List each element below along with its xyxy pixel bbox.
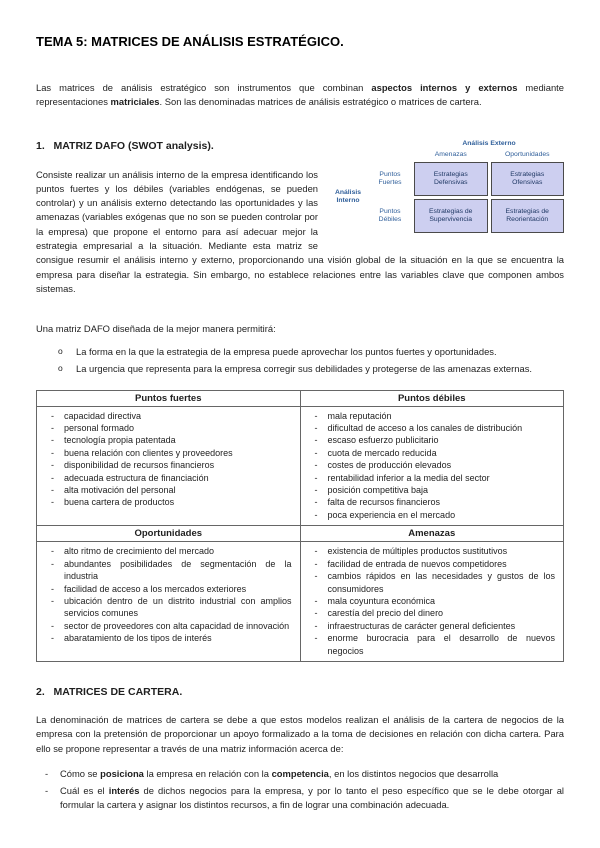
swot-cell-puntos-debiles xyxy=(300,406,564,526)
dafo-external-analysis-label: Análisis Externo xyxy=(462,139,516,147)
list-item-text: enorme burocracia para el desarrollo de nuevos negocios xyxy=(327,633,555,656)
text: la empresa en relación con la xyxy=(143,767,272,779)
cartera-paragraph: La denominación de matrices de cartera se debe a que estos modelos realizan el análisis de la cartera de negocios de la empresa con la pretensión de proporcionar un apoyo formalizado a la toma de decisiones en relación con dicha cartera. Para ello se propone representar a través de una matriz información acerca de: xyxy=(36,713,564,754)
bullet-marker: - xyxy=(314,571,318,582)
bullet-marker: - xyxy=(51,447,54,458)
text: . Son las denominadas matrices de análisis estratégico o matrices de cartera. xyxy=(159,96,482,108)
list-item xyxy=(315,570,556,595)
list-item xyxy=(45,784,564,811)
bullet-marker: - xyxy=(314,410,318,421)
dafo-cell-reorientation: Estrategias de Reorientación xyxy=(491,199,565,233)
bullet-marker: - xyxy=(51,633,54,644)
bold-text: aspectos internos y externos xyxy=(371,82,518,93)
list-item-text: buena relación con clientes y proveedores xyxy=(64,447,233,458)
bullet-marker: - xyxy=(51,583,54,594)
bullet-marker: - xyxy=(314,485,318,496)
bullet-marker: - xyxy=(45,785,49,797)
list-item xyxy=(51,410,292,422)
list-item xyxy=(315,620,556,632)
list-item xyxy=(51,484,292,496)
list-item-text: ubicación dentro de un distrito industrial con amplios servicios comunes xyxy=(64,595,292,619)
list-item-text: disponibilidad de recursos financieros xyxy=(64,460,215,471)
swot-list-puntos-fuertes xyxy=(51,410,292,509)
list-item xyxy=(51,595,292,620)
list-item xyxy=(315,484,556,496)
list-item-text: facilidad de entrada de nuevos competidores xyxy=(327,558,507,569)
dafo-cell-defensive: Estrategias Defensivas xyxy=(414,162,488,196)
bullet-marker: - xyxy=(51,620,54,631)
list-item xyxy=(51,459,292,471)
swot-header-puntos-fuertes: Puntos fuertes xyxy=(37,390,301,406)
bullet-marker: - xyxy=(51,546,54,557)
swot-cell-oportunidades xyxy=(37,542,301,662)
list-item xyxy=(315,459,556,471)
swot-header-puntos-debiles: Puntos débiles xyxy=(300,390,564,406)
list-item-text: mala reputación xyxy=(327,410,392,421)
bold-text: posiciona xyxy=(100,767,144,779)
section-2 xyxy=(36,686,564,812)
list-item-text: rentabilidad inferior a la media del sector xyxy=(327,472,490,483)
list-item-text: mala coyuntura económica xyxy=(327,595,436,606)
bullet-marker: - xyxy=(314,472,318,483)
list-item-text: existencia de múltiples productos sustitutivos xyxy=(327,546,508,557)
text: , en los distintos negocios que desarrolla xyxy=(328,767,499,779)
list-item-text: carestía del precio del dinero xyxy=(327,608,444,619)
bullet-marker: o xyxy=(58,363,63,373)
text: de dichos negocios para la empresa, y por lo tanto el peso específico que se le debe otorgar al formular la cartera y asignar los distintos recursos, a fin de lograr una combinación adecuada. xyxy=(60,785,565,811)
list-item-text: abaratamiento de los tipos de interés xyxy=(64,633,212,644)
list-item-text: buena cartera de productos xyxy=(64,497,175,508)
bullet-marker: - xyxy=(51,497,54,508)
list-item xyxy=(58,362,564,376)
list-item xyxy=(315,632,556,657)
bullet-marker: - xyxy=(51,595,54,606)
bullet-marker: - xyxy=(51,460,54,471)
list-item xyxy=(51,447,292,459)
list-item xyxy=(315,558,556,570)
list-item xyxy=(315,496,556,508)
list-item-text: abundantes posibilidades de segmentación de la industria xyxy=(64,558,292,582)
list-item-text: costes de producción elevados xyxy=(327,460,452,471)
list-item-text: cambios rápidos en las necesidades y gustos de los consumidores xyxy=(327,571,555,594)
bullet-marker: - xyxy=(314,460,318,471)
list-item xyxy=(51,434,292,446)
section-1 xyxy=(36,140,564,297)
bullet-marker: - xyxy=(51,558,54,569)
list-item-text: personal formado xyxy=(64,423,135,434)
list-item-text: falta de recursos financieros xyxy=(327,497,441,508)
list-item xyxy=(315,607,556,619)
list-item-text: sector de proveedores con alta capacidad de innovación xyxy=(64,620,290,631)
swot-header-amenazas: Amenazas xyxy=(300,526,564,542)
bullet-marker: o xyxy=(58,346,63,357)
list-item-text: escaso esfuerzo publicitario xyxy=(327,435,439,446)
bullet-marker: - xyxy=(314,447,318,458)
text: (SWOT analysis). xyxy=(127,139,214,152)
list-item-text: La urgencia que representa para la empresa corregir sus debilidades y protegerse de las amenazas externas. xyxy=(76,363,532,374)
text: Cuál es el xyxy=(60,785,109,797)
bullet-marker: - xyxy=(314,558,318,569)
intro-paragraph xyxy=(36,81,564,110)
text: Las matrices de análisis estratégico son instrumentos que combinan xyxy=(36,82,372,93)
bullet-marker: - xyxy=(314,435,318,446)
list-item-text: capacidad directiva xyxy=(64,410,142,421)
list-item xyxy=(315,472,556,484)
list-item xyxy=(315,447,556,459)
list-item-text: cuota de mercado reducida xyxy=(327,447,437,458)
bullet-marker: - xyxy=(314,633,318,644)
list-item xyxy=(45,767,564,781)
bullet-marker: - xyxy=(51,410,54,421)
bullet-marker: - xyxy=(314,595,318,606)
list-item-text xyxy=(60,767,564,781)
bullet-marker: - xyxy=(51,423,54,434)
list-item xyxy=(51,496,292,508)
list-item xyxy=(315,545,556,557)
bullet-marker: - xyxy=(51,485,54,496)
list-item-text: dificultad de acceso a los canales de distribución xyxy=(327,423,523,434)
list-item-text: poca experiencia en el mercado xyxy=(327,509,456,520)
list-item xyxy=(51,422,292,434)
list-item xyxy=(315,410,556,422)
dafo-row-header-debiles: Puntos Débiles xyxy=(378,207,402,223)
list-item xyxy=(51,583,292,595)
list-item-text: La forma en la que la estrategia de la empresa puede aprovechar los puntos fuertes y oportunidades. xyxy=(76,346,497,358)
list-item xyxy=(51,620,292,632)
list-item-text: posición competitiva baja xyxy=(327,485,429,496)
dafo-cell-survival: Estrategias de Supervivencia xyxy=(414,199,488,233)
swot-cell-amenazas xyxy=(300,542,564,662)
list-item xyxy=(315,509,556,521)
swot-list-amenazas xyxy=(315,545,556,657)
list-item xyxy=(315,422,556,434)
text: mediante representaciones xyxy=(36,82,564,108)
list-item xyxy=(315,434,556,446)
dafo-internal-analysis-label: Análisis Interno xyxy=(334,189,362,205)
swot-cell-puntos-fuertes xyxy=(37,406,301,526)
list-item xyxy=(58,345,564,359)
section2-heading: 2. MATRICES DE CARTERA. xyxy=(36,685,183,698)
swot-list-puntos-debiles xyxy=(315,410,556,522)
list-item-text: adecuada estructura de financiación xyxy=(64,472,209,483)
dafo-column-header-oportunidades: Oportunidades xyxy=(504,150,550,158)
bullet-marker: - xyxy=(45,767,49,779)
bullet-marker: - xyxy=(314,497,318,508)
list-item-text: alto ritmo de crecimiento del mercado xyxy=(64,546,215,557)
list-item xyxy=(315,595,556,607)
list-item-text: facilidad de acceso a los mercados exteriores xyxy=(64,583,247,594)
dafo-column-header-amenazas: Amenazas xyxy=(434,150,467,158)
dafo-matrix-diagram xyxy=(330,140,564,233)
bullet-marker: - xyxy=(314,608,318,619)
dafo-row-header-fuertes: Puntos Fuertes xyxy=(378,170,402,186)
dafo-lead-text: Una matriz DAFO diseñada de la mejor manera permitirá: xyxy=(36,323,276,335)
text: Cómo se xyxy=(60,767,101,779)
list-item xyxy=(51,632,292,644)
dafo-paragraph: Consiste realizar un análisis interno de la empresa identificando los puntos fuertes y los débiles (variables endógenas, se pueden controlar) y un análisis externo detectando las oportunidades y las amenazas (variables exógenas que no son se pueden controlar por la empresa) que propone el entorno para así adecuar mejor la estrategia empresarial a la situación. Mediante esta matriz se consigue resumir el análisis interno y externo, proporcionando una visión global de la situación en la que se encuentra la empresa para diseñar la estrategia. Sin embargo, no establece relaciones entre las variables clave que componen ambos sistemas. xyxy=(36,168,564,294)
bold-text: matriciales xyxy=(110,96,160,108)
bullet-marker: - xyxy=(51,472,54,483)
dafo-bullet-list xyxy=(36,345,564,375)
list-item xyxy=(51,558,292,583)
bold-text: interés xyxy=(108,785,140,797)
list-item xyxy=(51,545,292,557)
swot-list-oportunidades xyxy=(51,545,292,644)
bullet-marker: - xyxy=(314,423,318,434)
bullet-marker: - xyxy=(51,435,54,446)
page-title: TEMA 5: MATRICES DE ANÁLISIS ESTRATÉGICO. xyxy=(36,34,344,49)
list-item-text: infraestructuras de carácter general deficientes xyxy=(327,620,516,631)
bold-text: 1. MATRIZ DAFO xyxy=(36,139,128,152)
bullet-marker: - xyxy=(314,546,318,557)
list-item xyxy=(51,472,292,484)
list-item-text: alta motivación del personal xyxy=(64,485,176,496)
swot-table xyxy=(36,390,564,662)
cartera-bullet-list xyxy=(36,767,564,812)
list-item-text xyxy=(60,784,564,811)
list-item-text: tecnología propia patentada xyxy=(64,435,176,446)
bold-text: competencia xyxy=(271,767,329,779)
swot-header-oportunidades: Oportunidades xyxy=(37,526,301,542)
bullet-marker: - xyxy=(314,509,318,520)
bullet-marker: - xyxy=(314,620,318,631)
dafo-cell-offensive: Estrategias Ofensivas xyxy=(491,162,565,196)
